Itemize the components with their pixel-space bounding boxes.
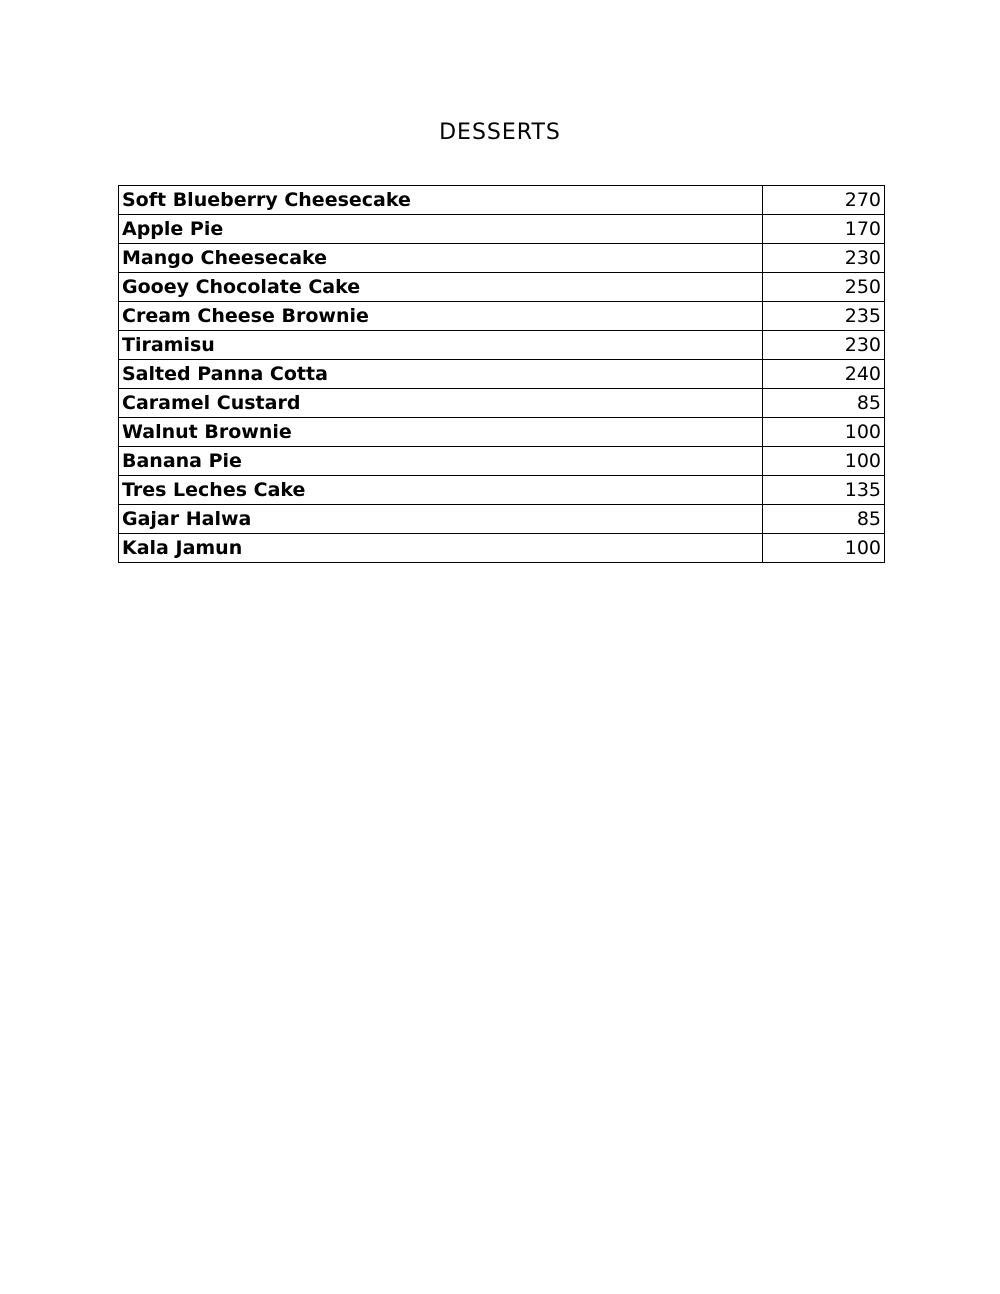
item-price: 230 <box>763 331 885 360</box>
table-row <box>119 447 885 476</box>
dessert-menu-table <box>118 185 885 563</box>
table-row <box>119 244 885 273</box>
item-name: Soft Blueberry Cheesecake <box>119 186 763 215</box>
item-price: 85 <box>763 505 885 534</box>
item-name: Mango Cheesecake <box>119 244 763 273</box>
table-row <box>119 186 885 215</box>
item-name: Tiramisu <box>119 331 763 360</box>
item-name: Tres Leches Cake <box>119 476 763 505</box>
item-name: Gooey Chocolate Cake <box>119 273 763 302</box>
item-name: Salted Panna Cotta <box>119 360 763 389</box>
table-row <box>119 331 885 360</box>
item-price: 135 <box>763 476 885 505</box>
page-title: DESSERTS <box>439 120 561 145</box>
table-row <box>119 476 885 505</box>
item-price: 100 <box>763 534 885 563</box>
table-row <box>119 215 885 244</box>
item-name: Cream Cheese Brownie <box>119 302 763 331</box>
table-row <box>119 505 885 534</box>
item-name: Apple Pie <box>119 215 763 244</box>
item-price: 100 <box>763 447 885 476</box>
item-name: Walnut Brownie <box>119 418 763 447</box>
item-price: 235 <box>763 302 885 331</box>
item-price: 170 <box>763 215 885 244</box>
table-row <box>119 389 885 418</box>
table-row <box>119 302 885 331</box>
item-price: 240 <box>763 360 885 389</box>
item-price: 270 <box>763 186 885 215</box>
item-price: 100 <box>763 418 885 447</box>
table-row <box>119 273 885 302</box>
item-price: 230 <box>763 244 885 273</box>
item-name: Gajar Halwa <box>119 505 763 534</box>
item-name: Caramel Custard <box>119 389 763 418</box>
table-row <box>119 360 885 389</box>
item-name: Kala Jamun <box>119 534 763 563</box>
item-price: 85 <box>763 389 885 418</box>
table-row <box>119 534 885 563</box>
item-price: 250 <box>763 273 885 302</box>
table-row <box>119 418 885 447</box>
item-name: Banana Pie <box>119 447 763 476</box>
